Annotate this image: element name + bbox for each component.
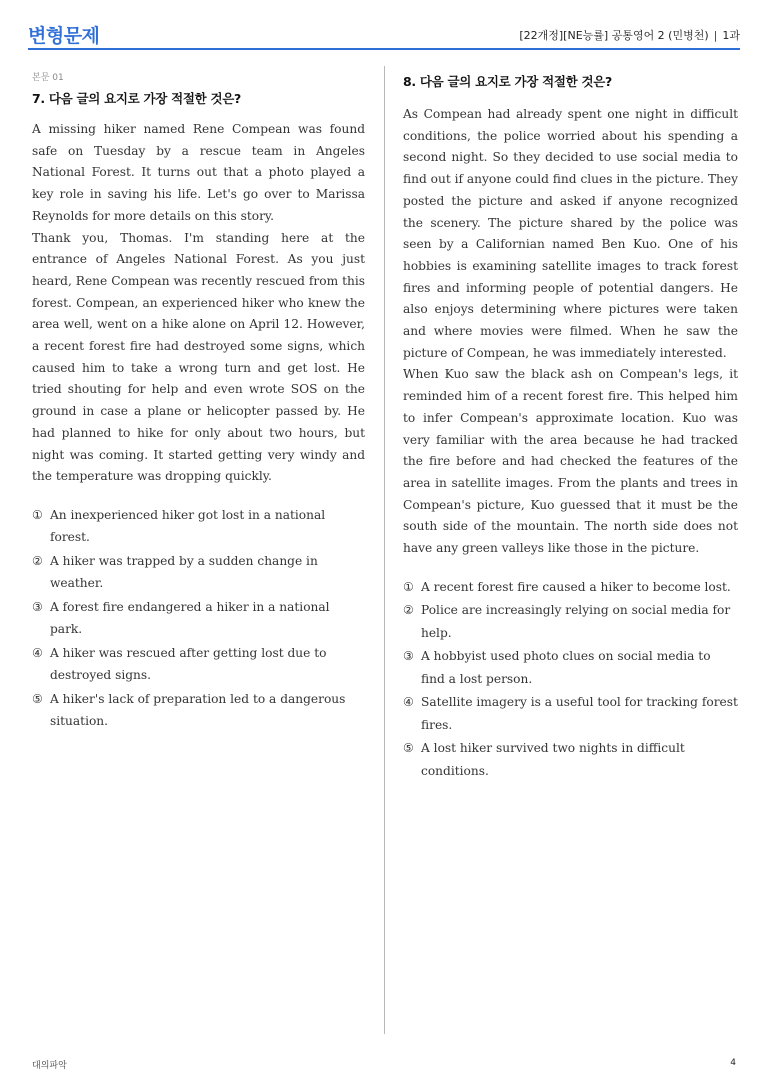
option-text: A forest fire endangered a hiker in a national park. [50,599,330,637]
question-8-options [403,576,738,783]
course-name: [22개정][NE능률] 공통영어 2 (민병천) [519,29,709,42]
option-number: ④ [403,695,414,710]
option-text: Police are increasingly relying on social media for help. [421,603,731,640]
brand-title: 변형문제 [28,25,100,47]
left-column [32,66,365,734]
option-4[interactable] [32,642,365,687]
option-5[interactable] [403,737,738,782]
option-1[interactable] [32,504,365,549]
question-7-passage [32,119,365,488]
section-label: 본문 01 [32,73,64,83]
column-divider [384,66,385,1034]
option-text: An inexperienced hiker got lost in a national forest. [50,507,326,545]
passage-paragraph: When Kuo saw the black ash on Compean's legs, it reminded him of a recent forest fire. This helped him to infer Compean's approximate location. Kuo was very familiar with the area because he had tracked the fire before and had checked the features of the area in satellite images. From the plants and trees in Compean's picture, Kuo guessed that it must be the south side of the mountain. The north side does not have any green valleys like those in the picture. [403,367,738,556]
option-number: ⑤ [32,691,43,706]
page-number: 4 [730,1058,736,1068]
option-number: ④ [32,645,43,660]
option-number: ② [32,553,43,568]
option-number: ③ [32,599,43,614]
option-text: A hobbyist used photo clues on social media to find a lost person. [421,649,711,686]
footer-publisher: 대의파악 [32,1061,67,1071]
course-info [519,27,740,43]
passage-paragraph: A missing hiker named Rene Compean was found safe on Tuesday by a rescue team in Angeles National Forest. It turns out that a photo played a key role in saving his life. Let's go over to Marissa Reynolds for more details on this story. [32,122,365,223]
option-text: Satellite imagery is a useful tool for tracking forest fires. [421,695,738,732]
option-number: ① [32,507,43,522]
option-2[interactable] [403,599,738,644]
passage-paragraph: As Compean had already spent one night in difficult conditions, the police worried about his spending a second night. So they decided to use social media to find out if anyone could find clues in the picture. They posted the picture and asked if anyone recognized the scenery. The picture shared by the police was seen by a Californian named Ben Kuo. One of his hobbies is examining satellite images to track forest fires and informing people of potential dangers. He also enjoys determining where pictures were taken and where movies were filmed. When he saw the picture of Compean, he was immediately interested. [403,107,738,360]
option-text: A hiker was rescued after getting lost due to destroyed signs. [50,645,327,683]
option-number: ③ [403,649,414,664]
option-text: A hiker's lack of preparation led to a dangerous situation. [50,691,346,729]
option-text: A hiker was trapped by a sudden change in weather. [50,553,318,591]
option-2[interactable] [32,550,365,595]
option-5[interactable] [32,688,365,733]
option-1[interactable] [403,576,738,599]
question-8-passage [403,104,738,560]
lesson-label: 1과 [722,29,740,42]
option-number: ② [403,603,414,618]
page-header [28,18,740,50]
option-number: ⑤ [403,741,414,756]
option-3[interactable] [32,596,365,641]
question-7-title: 7. 다음 글의 요지로 가장 적절한 것은? [32,91,241,106]
question-7-options [32,504,365,733]
option-4[interactable] [403,691,738,736]
question-8-title: 8. 다음 글의 요지로 가장 적절한 것은? [403,74,612,89]
right-column [403,66,738,783]
option-text: A recent forest fire caused a hiker to become lost. [421,579,731,594]
option-number: ① [403,579,414,594]
header-separator: | [713,29,718,42]
option-3[interactable] [403,645,738,690]
option-text: A lost hiker survived two nights in difficult conditions. [421,741,685,778]
passage-paragraph: Thank you, Thomas. I'm standing here at the entrance of Angeles National Forest. As you just heard, Rene Compean was recently rescued from this forest. Compean, an experienced hiker who knew the area well, went on a hike alone on April 12. However, a recent forest fire had destroyed some signs, which caused him to take a wrong turn and get lost. He tried shouting for help and even wrote SOS on the ground in case a plane or helicopter passed by. He had planned to hike for only about two hours, but night was coming. It started getting very windy and the temperature was dropping quickly. [32,230,365,484]
